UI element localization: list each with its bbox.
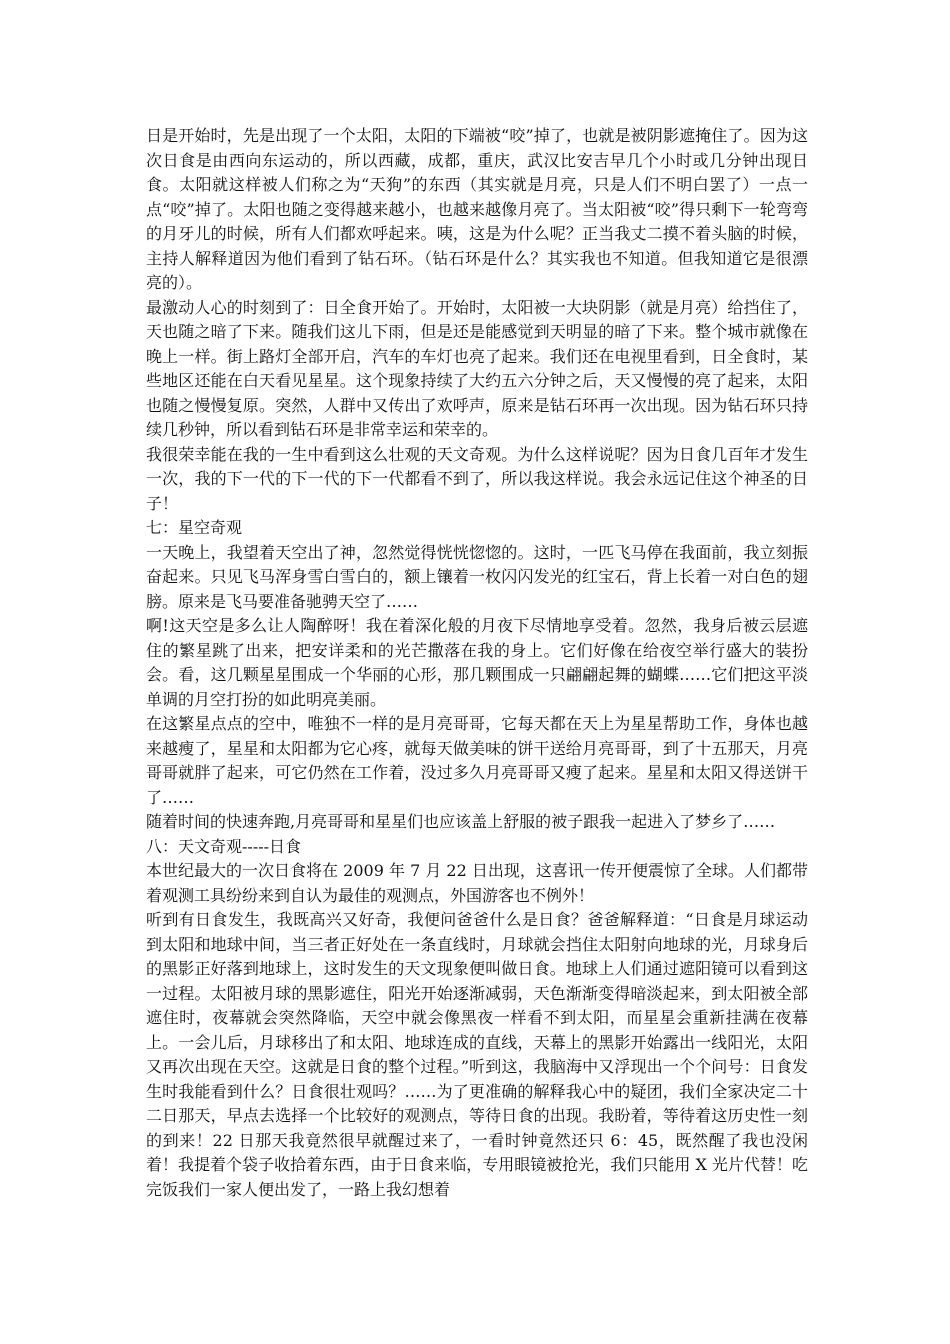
paragraph-total-eclipse: 最激动人心的时刻到了：日全食开始了。开始时，太阳被一大块阴影（就是月亮）给挡住了，天也随之暗了下来。随我们这儿下雨，但是还是能感觉到天明显的暗了下来。整个城市就像在晚上一样。街上路灯全部开启，汽车的车灯也亮了起来。我们还在电视里看到，日全食时，某些地区还能在白天看见星星。这个现象持续了大约五六分钟之后，天又慢慢的亮了起来，太阳也随之慢慢复原。突然，人群中又传出了欢呼声，原来是钻石环再一次出现。因为钻石环只持续几秒钟，所以看到钻石环是非常幸运和荣幸的。: [146, 297, 808, 439]
paragraph-dreamland: 随着时间的快速奔跑,月亮哥哥和星星们也应该盖上舒服的被子跟我一起进入了梦乡了……: [146, 812, 776, 831]
paragraph-night-sky: 啊!这天空是多么让人陶醉呀！我在着深化般的月夜下尽情地享受着。忽然，我身后被云层遮住的繁星跳了出来，把安详柔和的光芒撒落在我的身上。它们好像在给夜空举行盛大的装扮会。看，这几颗星星围成一个华丽的心形，那几颗围成一只翩翩起舞的蝴蝶……它们把这平淡单调的月空打扮的如此明亮美丽。: [146, 616, 808, 709]
paragraph-flying-horse: 一天晚上，我望着天空出了神，忽然觉得恍恍惚惚的。这时，一匹飞马停在我面前，我立刻振奋起来。只见飞马浑身雪白雪白的，额上镶着一枚闪闪发光的红宝石，背上长着一对白色的翅膀。原来是飞马要准备驰骋天空了……: [146, 542, 808, 611]
document-body: [146, 124, 808, 1202]
paragraph-moon-brother: 在这繁星点点的空中，唯独不一样的是月亮哥哥，它每天都在天上为星星帮助工作，身体也越来越瘦了，星星和太阳都为它心疼，就每天做美味的饼干送给月亮哥哥，到了十五那天，月亮哥哥就胖了起来，可它仍然在工作着，没过多久月亮哥哥又瘦了起来。星星和太阳又得送饼干了……: [146, 714, 808, 807]
section-heading-seven: 七：星空奇观: [146, 518, 243, 537]
paragraph-honored: 我很荣幸能在我的一生中看到这么壮观的天文奇观。为什么这样说呢？因为日食几百年才发生一次，我的下一代的下一代的下一代都看不到了，所以我这样说。我会永远记住这个神圣的日子！: [146, 444, 808, 513]
paragraph-century-eclipse: 本世纪最大的一次日食将在 2009 年 7 月 22 日出现，这喜讯一传开便震惊了全球。人们都带着观测工具纷纷来到自认为最佳的观测点，外国游客也不例外！: [146, 861, 808, 905]
paragraph-what-is-eclipse: 听到有日食发生，我既高兴又好奇，我便问爸爸什么是日食？爸爸解释道：“日食是月球运动到太阳和地球中间，当三者正好处在一条直线时，月球就会挡住太阳射向地球的光，月球身后的黑影正好落到地球上，这时发生的天文现象便叫做日食。地球上人们通过遮阳镜可以看到这一过程。太阳被月球的黑影遮住，阳光开始逐渐减弱，天色渐渐变得暗淡起来，到太阳被全部遮住时，夜幕就会突然降临，天空中就会像黑夜一样看不到太阳，而星星会重新挂满在夜幕上。一会儿后，月球移出了和太阳、地球连成的直线，天幕上的黑影开始露出一线阳光，太阳又再次出现在天空。这就是日食的整个过程。”听到这，我脑海中又浮现出一个个问号：日食发生时我能看到什么？日食很壮观吗？……为了更准确的解释我心中的疑团，我们全家决定二十二日那天，早点去选择一个比较好的观测点，等待日食的出现。我盼着，等待着这历史性一刻的到来！22 日那天我竟然很早就醒过来了，一看时钟竟然还只 6：45，既然醒了我也没闲着！我提着个袋子收拾着东西，由于日食来临，专用眼镜被抢光，我们只能用 X 光片代替！吃完饭我们一家人便出发了，一路上我幻想着: [146, 910, 808, 1199]
section-heading-eight: 八：天文奇观-----日食: [146, 836, 302, 856]
paragraph-solar-eclipse-start: 日是开始时，先是出现了一个太阳，太阳的下端被“咬”掉了，也就是被阴影遮掩住了。因为这次日食是由西向东运动的，所以西藏，成都，重庆，武汉比安吉早几个小时或几分钟出现日食。太阳就这样被人们称之为“天狗”的东西（其实就是月亮，只是人们不明白罢了）一点一点“咬”掉了。太阳也随之变得越来越小，也越来越像月亮了。当太阳被“咬”得只剩下一轮弯弯的月牙儿的时候，所有人们都欢呼起来。咦，这是为什么呢？正当我丈二摸不着头脑的时候，主持人解释道因为他们看到了钻石环。（钻石环是什么？其实我也不知道。但我知道它是很漂亮的）。: [146, 126, 808, 292]
